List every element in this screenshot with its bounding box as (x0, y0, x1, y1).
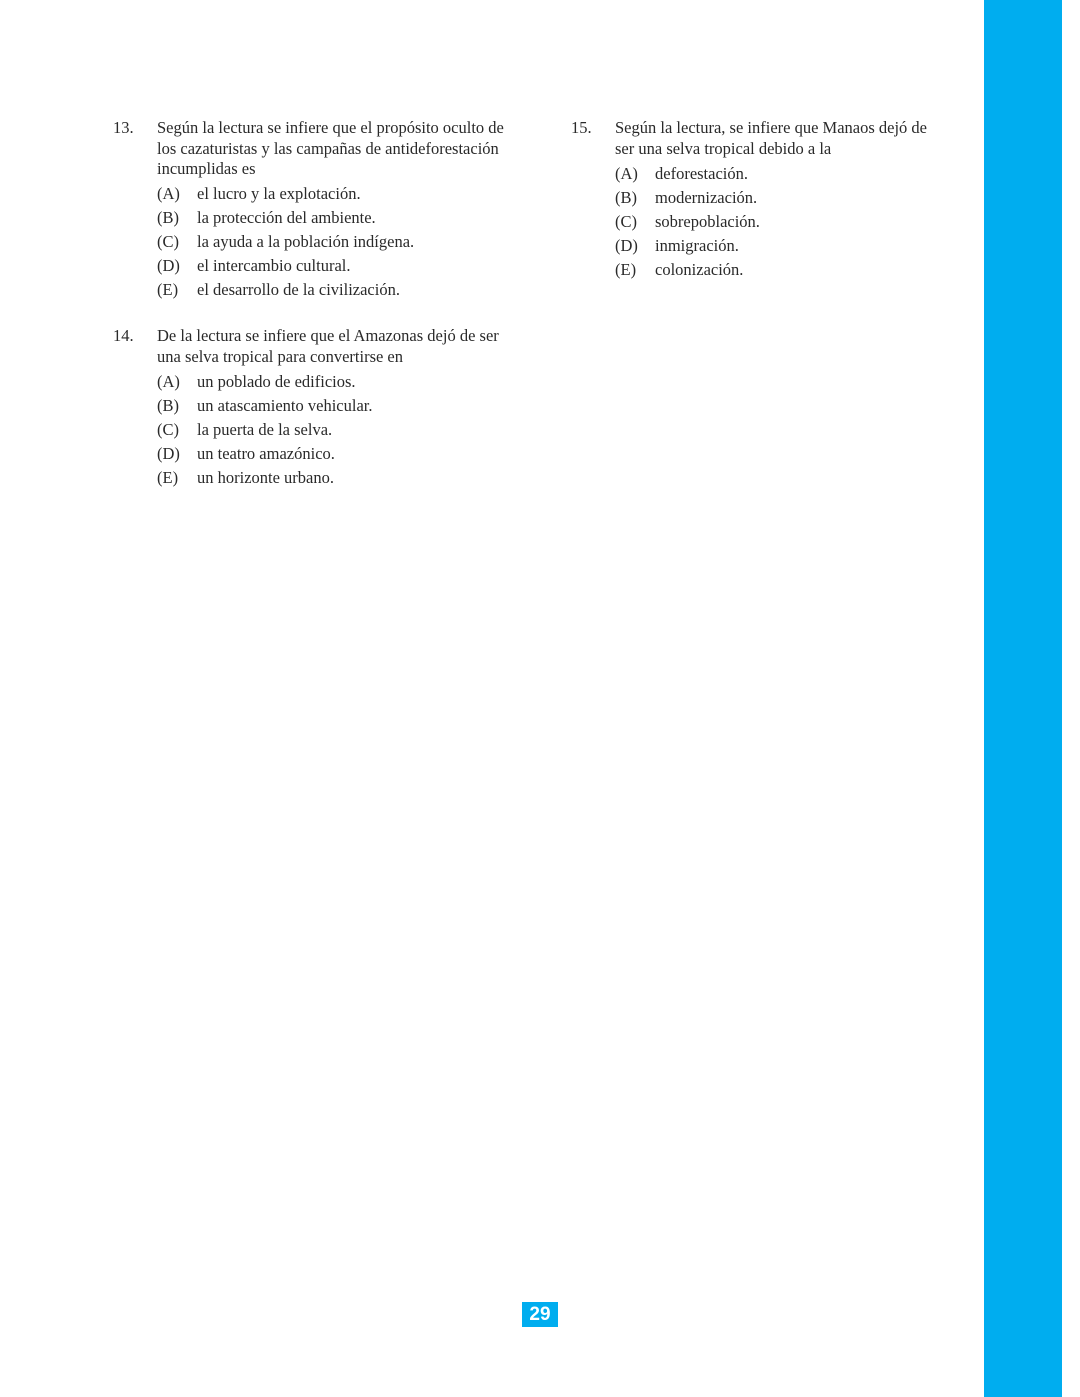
question-15 (571, 118, 941, 282)
option-e (615, 258, 941, 282)
option-text: inmigración. (655, 235, 739, 255)
option-letter: (B) (157, 395, 179, 415)
option-e (157, 466, 523, 490)
option-letter: (C) (157, 419, 179, 439)
option-text: el intercambio cultural. (197, 256, 351, 276)
option-e (157, 279, 523, 303)
options-list (157, 370, 523, 490)
option-letter: (A) (157, 371, 180, 391)
question-13 (113, 118, 523, 303)
option-letter: (A) (615, 163, 638, 183)
option-text: sobrepoblación. (655, 211, 760, 231)
option-d (615, 234, 941, 258)
option-letter: (E) (615, 259, 637, 279)
option-letter: (C) (157, 232, 179, 252)
option-text: la puerta de la selva. (197, 419, 333, 439)
option-text: el lucro y la explotación. (197, 184, 361, 204)
option-b (157, 207, 523, 231)
option-letter: (D) (157, 443, 180, 463)
option-text: un teatro amazónico. (197, 443, 335, 463)
question-number: 14. (113, 326, 134, 345)
option-text: la protección del ambiente. (197, 208, 376, 228)
option-text: un horizonte urbano. (197, 467, 335, 487)
option-text: deforestación. (655, 163, 748, 183)
page-number: 29 (522, 1302, 558, 1327)
option-text: modernización. (655, 187, 758, 207)
options-list (157, 183, 523, 303)
question-stem: Según la lectura se infiere que el propósito oculto de los cazaturistas y las campañas de antideforestación incumplidas es (157, 118, 504, 178)
option-letter: (C) (615, 211, 637, 231)
option-c (615, 210, 941, 234)
option-letter: (D) (157, 256, 180, 276)
question-number: 13. (113, 118, 134, 137)
option-c (157, 418, 523, 442)
option-a (615, 162, 941, 186)
option-a (157, 183, 523, 207)
option-d (157, 255, 523, 279)
question-stem: Según la lectura, se infiere que Manaos dejó de ser una selva tropical debido a la (615, 118, 928, 158)
option-b (615, 186, 941, 210)
side-color-bar (984, 0, 1062, 1397)
option-a (157, 370, 523, 394)
option-letter: (B) (157, 208, 179, 228)
option-c (157, 231, 523, 255)
question-14 (113, 326, 523, 490)
options-list (615, 162, 941, 282)
question-number: 15. (571, 118, 592, 137)
option-letter: (E) (157, 280, 179, 300)
option-letter: (D) (615, 235, 638, 255)
option-d (157, 442, 523, 466)
option-letter: (A) (157, 184, 180, 204)
question-stem: De la lectura se infiere que el Amazonas dejó de ser una selva tropical para convertirse en (157, 326, 499, 366)
option-text: el desarrollo de la civilización. (197, 280, 400, 300)
option-b (157, 394, 523, 418)
option-text: colonización. (655, 259, 744, 279)
option-letter: (E) (157, 467, 179, 487)
option-text: la ayuda a la población indígena. (197, 232, 415, 252)
option-text: un poblado de edificios. (197, 371, 356, 391)
option-text: un atascamiento vehicular. (197, 395, 373, 415)
option-letter: (B) (615, 187, 637, 207)
